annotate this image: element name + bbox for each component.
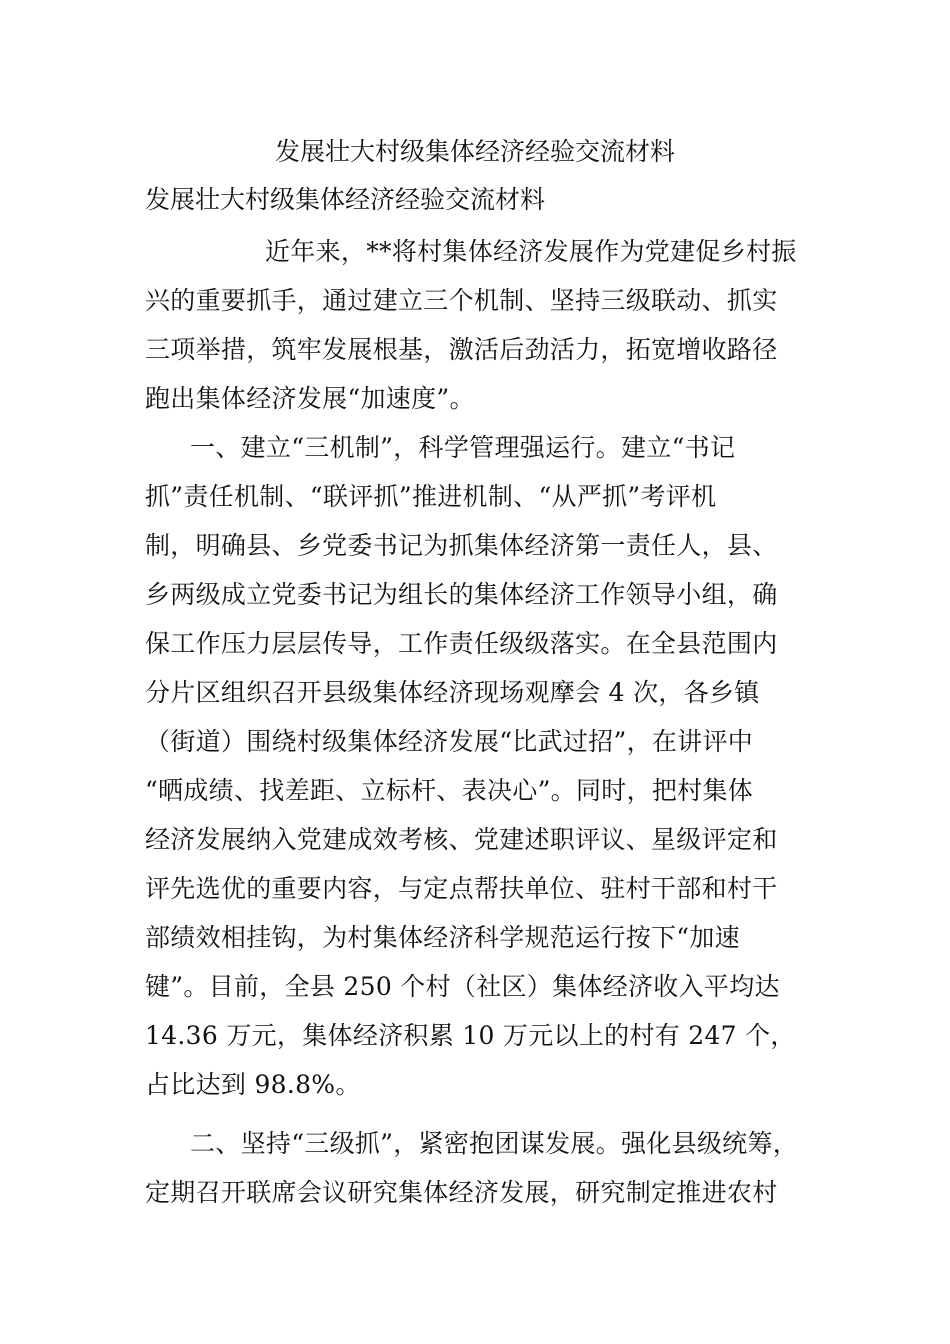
paragraph-line: 三项举措，筑牢发展根基，激活后劲活力，拓宽增收路径: [145, 335, 778, 364]
paragraph-line: 定期召开联席会议研究集体经济发展，研究制定推进农村: [145, 1178, 778, 1207]
paragraph-line: 抓”责任机制、“联评抓”推进机制、“从严抓”考评机: [145, 482, 717, 511]
paragraph-line: “晒成绩、找差距、立标杆、表决心”。同时，把村集体: [145, 776, 754, 805]
paragraph-line: 14.36 万元，集体经济积累 10 万元以上的村有 247 个，: [145, 1021, 796, 1050]
paragraph-line: 兴的重要抓手，通过建立三个机制、坚持三级联动、抓实: [145, 286, 778, 315]
paragraph-line: 制，明确县、乡党委书记为抓集体经济第一责任人，县、: [145, 531, 778, 560]
paragraph-line: 分片区组织召开县级集体经济现场观摩会 4 次，各乡镇: [145, 678, 760, 707]
paragraph-line: 乡两级成立党委书记为组长的集体经济工作领导小组，确: [145, 580, 778, 609]
paragraph-line: 经济发展纳入党建成效考核、党建述职评议、星级评定和: [145, 825, 778, 854]
paragraph-line: 一、建立“三机制”，科学管理强运行。建立“书记: [190, 433, 736, 462]
paragraph-line: 评先选优的重要内容，与定点帮扶单位、驻村干部和村干: [145, 874, 778, 903]
paragraph-line: 跑出集体经济发展“加速度”。: [145, 384, 475, 413]
paragraph-line: （街道）围绕村级集体经济发展“比武过招”，在讲评中: [145, 727, 754, 756]
paragraph-line: 键”。目前，全县 250 个村（社区）集体经济收入平均达: [145, 972, 780, 1001]
paragraph-line: 二、坚持“三级抓”，紧密抱团谋发展。强化县级统筹，: [190, 1129, 799, 1158]
paragraph-line: 占比达到 98.8%。: [145, 1070, 361, 1099]
paragraph-line: 近年来，**将村集体经济发展作为党建促乡村振: [265, 237, 797, 266]
document-title-centered: 发展壮大村级集体经济经验交流材料: [274, 137, 675, 166]
document-title-repeated: 发展壮大村级集体经济经验交流材料: [145, 185, 546, 214]
paragraph-line: 保工作压力层层传导，工作责任级级落实。在全县范围内: [145, 629, 778, 658]
paragraph-line: 部绩效相挂钩，为村集体经济科学规范运行按下“加速: [145, 923, 740, 952]
